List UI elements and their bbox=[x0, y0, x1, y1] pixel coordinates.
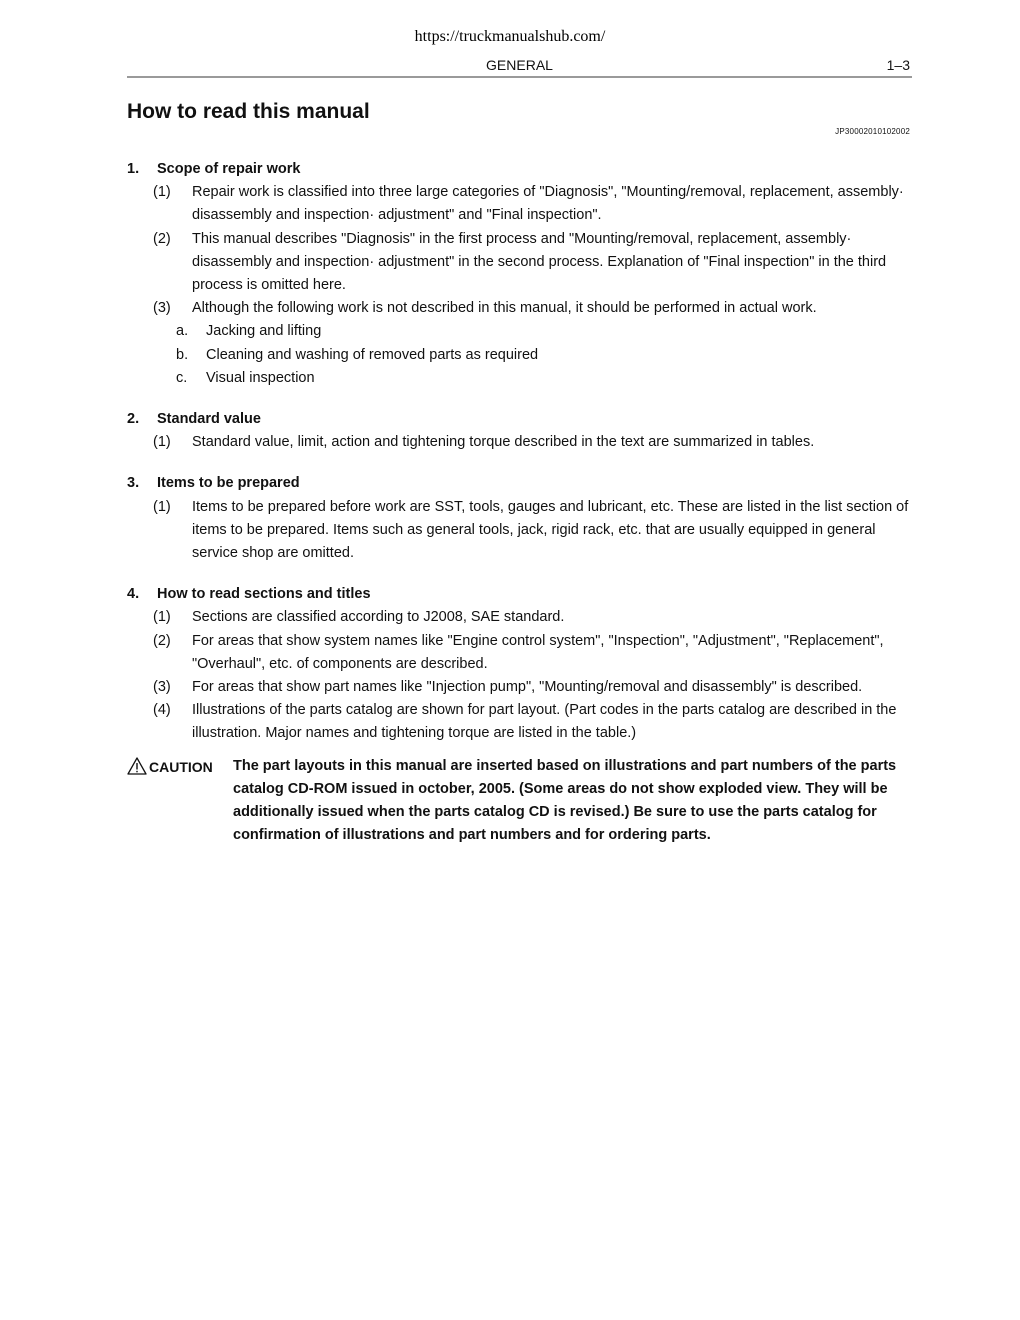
sub-item-letter: c. bbox=[176, 369, 188, 386]
caution-label: CAUTION bbox=[149, 759, 213, 775]
item-text: Sections are classified according to J2008, SAE standard. bbox=[192, 609, 565, 626]
list-item bbox=[127, 228, 912, 298]
sub-item-letter: b. bbox=[176, 346, 189, 363]
sub-item-text: Cleaning and washing of removed parts as required bbox=[206, 346, 539, 363]
item-number: (1) bbox=[153, 184, 171, 201]
item-number: (1) bbox=[153, 609, 171, 626]
section-number: 3. bbox=[127, 475, 140, 492]
page-number: 1–3 bbox=[886, 57, 910, 73]
section-title: Items to be prepared bbox=[157, 475, 300, 492]
sub-list-item bbox=[127, 320, 912, 343]
sub-list-item bbox=[127, 367, 912, 390]
item-number: (1) bbox=[153, 498, 171, 515]
section-heading-4 bbox=[127, 583, 912, 606]
caution-label-group bbox=[127, 755, 233, 847]
item-number: (3) bbox=[153, 300, 171, 317]
item-text: Items to be prepared before work are SST, tools, gauges and lubricant, etc. These are listed in the list section of items to be prepared. Items such as general tools, jack, rigid rack, etc. that are usually equipped in general service shop are omitted. bbox=[192, 498, 909, 562]
list-item bbox=[127, 676, 912, 699]
page-title: How to read this manual bbox=[127, 100, 370, 123]
manual-content bbox=[127, 158, 912, 746]
item-number: (4) bbox=[153, 702, 171, 719]
list-item bbox=[127, 431, 912, 454]
header-section-name: GENERAL bbox=[486, 57, 553, 73]
warning-triangle-icon bbox=[127, 757, 147, 775]
source-url: https://truckmanualshub.com/ bbox=[414, 28, 606, 45]
section-number: 1. bbox=[127, 161, 140, 177]
item-number: (1) bbox=[153, 434, 171, 451]
sub-item-text: Jacking and lifting bbox=[206, 323, 322, 340]
list-item bbox=[127, 630, 912, 676]
list-item bbox=[127, 496, 912, 566]
item-text: Standard value, limit, action and tightening torque described in the text are summarized in tables. bbox=[192, 434, 815, 451]
sub-item-letter: a. bbox=[176, 323, 189, 340]
section-heading-1 bbox=[127, 158, 912, 181]
item-text: Although the following work is not described in this manual, it should be performed in actual work. bbox=[192, 300, 817, 317]
item-number: (3) bbox=[153, 679, 171, 696]
sub-item-text: Visual inspection bbox=[206, 369, 315, 386]
list-item bbox=[127, 297, 912, 320]
item-text: For areas that show system names like "Engine control system", "Inspection", "Adjustment", "Replacement", "Overhaul", etc. of components are described. bbox=[192, 632, 884, 672]
section-title: Standard value bbox=[157, 411, 261, 428]
document-code: JP30002010102002 bbox=[835, 127, 910, 136]
item-text: This manual describes "Diagnosis" in the first process and "Mounting/removal, replacement, assembly· disassembly and inspection· adjustment" in the second process. Explanation of "Final inspection" in the third process is omitted here. bbox=[192, 230, 887, 294]
section-title: How to read sections and titles bbox=[157, 586, 371, 603]
section-heading-3 bbox=[127, 472, 912, 495]
item-text: Repair work is classified into three large categories of "Diagnosis", "Mounting/removal, replacement, assembly· disassembly and inspection· adjustment" and "Final inspection". bbox=[192, 184, 904, 224]
item-text: Illustrations of the parts catalog are shown for part layout. (Part codes in the parts catalog are described in the illustration. Major names and tightening torque are listed in the table.) bbox=[192, 702, 897, 742]
item-text: For areas that show part names like "Injection pump", "Mounting/removal and disassembly" is described. bbox=[192, 679, 863, 696]
item-number: (2) bbox=[153, 632, 171, 649]
caution-box bbox=[127, 755, 912, 847]
section-heading-2 bbox=[127, 408, 912, 431]
section-title: Scope of repair work bbox=[157, 161, 301, 177]
item-number: (2) bbox=[153, 230, 171, 247]
sub-list-item bbox=[127, 344, 912, 367]
section-number: 4. bbox=[127, 586, 140, 603]
list-item bbox=[127, 699, 912, 745]
list-item bbox=[127, 181, 912, 227]
section-number: 2. bbox=[127, 411, 140, 428]
running-header bbox=[127, 56, 912, 78]
list-item bbox=[127, 606, 912, 629]
caution-text: The part layouts in this manual are inserted based on illustrations and part numbers of the parts catalog CD-ROM issued in october, 2005. (Some areas do not show exploded view. They will be additionally issued when the parts catalog CD is revised.) Be sure to use the parts catalog for confirmation of illustrations and part numbers and for ordering parts. bbox=[233, 758, 897, 843]
